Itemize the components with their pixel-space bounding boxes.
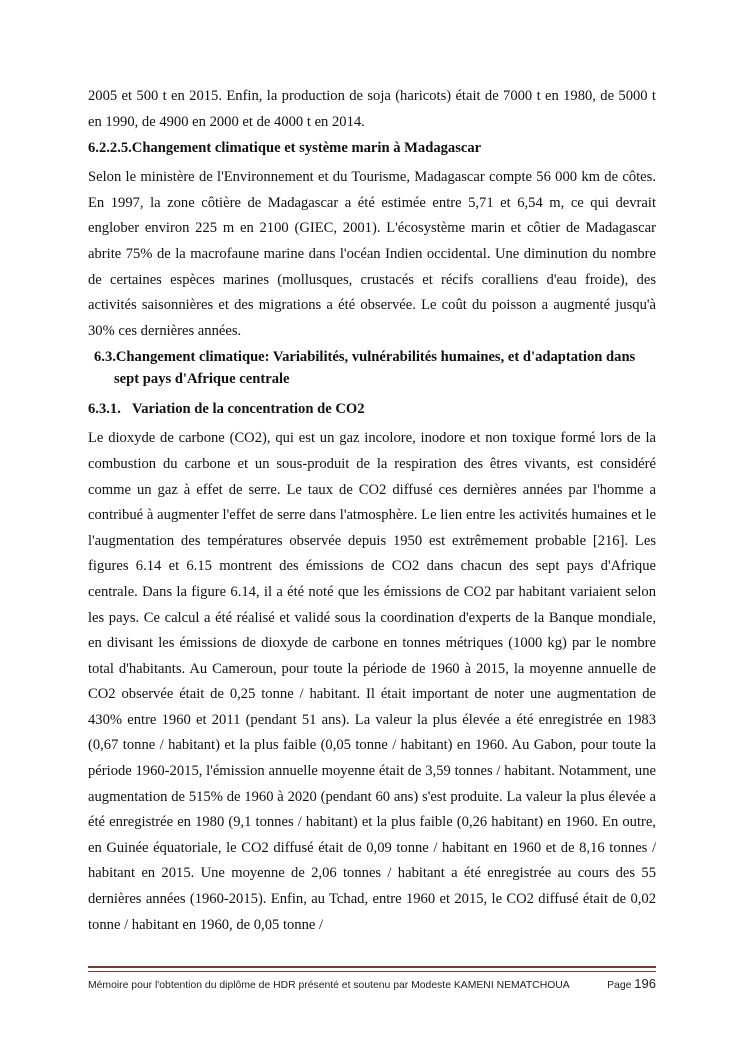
footer-text: Mémoire pour l'obtention du diplôme de HDR présenté et soutenu par Modeste KAMENI NEMATCHOUA bbox=[88, 980, 570, 991]
paragraph-madagascar: Selon le ministère de l'Environnement et du Tourisme, Madagascar compte 56 000 km de côtes. En 1997, la zone côtière de Madagascar a été estimée entre 5,71 et 6,54 m, ce qui devrait englober environ 225 m en 2100 (GIEC, 2001). L'écosystème marin et côtier de Madagascar abrite 75% de la macrofaune marine dans l'océan Indien occidental. Une diminution du nombre de certaines espèces marines (mollusques, crustacés et récifs coralliens d'eau froide), des activités saisonnières et des migrations a été observée. Le coût du poisson a augmenté jusqu'à 30% ces dernières années. bbox=[88, 169, 656, 339]
subsection-heading-631 bbox=[88, 398, 656, 420]
lead-paragraph: 2005 et 500 t en 2015. Enfin, la production de soja (haricots) était de 7000 t en 1980, de 5000 t en 1990, de 4900 en 2000 et de 4000 t en 2014. bbox=[88, 88, 656, 130]
subsection-number: 6.3.1. bbox=[88, 401, 121, 418]
page-number-block bbox=[607, 976, 656, 994]
page-footer bbox=[88, 976, 656, 994]
footer-rule-thick bbox=[88, 966, 656, 968]
footer-rule-thin bbox=[88, 971, 656, 972]
subsection-heading-6225: 6.2.2.5.Changement climatique et système marin à Madagascar bbox=[88, 140, 482, 157]
page-number: 196 bbox=[634, 976, 656, 991]
subsection-title: Variation de la concentration de CO2 bbox=[132, 401, 365, 418]
page-label: Page bbox=[607, 980, 632, 991]
section-heading-63: 6.3.Changement climatique: Variabilités, vulnérabilités humaines, et d'adaptation dans sept pays d'Afrique centrale bbox=[94, 349, 636, 388]
page-body bbox=[88, 84, 656, 938]
paragraph-co2: Le dioxyde de carbone (CO2), qui est un gaz incolore, inodore et non toxique formé lors de la combustion du carbone et un sous-produit de la respiration des êtres vivants, est considéré comme un gaz à effet de serre. Le taux de CO2 diffusé ces dernières années par l'homme a contribué à augmenter l'effet de serre dans l'atmosphère. Le lien entre les activités humaines et le l'augmentation des températures observée depuis 1950 est extrêmement probable [216]. Les figures 6.14 et 6.15 montrent des émissions de CO2 dans chacun des sept pays d'Afrique centrale. Dans la figure 6.14, il a été noté que les émissions de CO2 par habitant variaient selon les pays. Ce calcul a été réalisé et validé sous la coordination d'experts de la Banque mondiale, en divisant les émissions de dioxyde de carbone en tonnes métriques (1000 kg) par le nombre total d'habitants. Au Cameroun, pour toute la période de 1960 à 2015, la moyenne annuelle de CO2 observée était de 0,25 tonne / habitant. Il était important de noter une augmentation de 430% entre 1960 et 2011 (pendant 51 ans). La valeur la plus élevée a été enregistrée en 1983 (0,67 tonne / habitant) et la plus faible (0,05 tonne / habitant) en 1960. Au Gabon, pour toute la période 1960-2015, l'émission annuelle moyenne était de 3,59 tonnes / habitant. Notamment, une augmentation de 515% de 1960 à 2020 (pendant 60 ans) s'est produite. La valeur la plus élevée a été enregistrée en 1980 (9,1 tonnes / habitant) et la plus faible (0,26 habitant) en 1960. En outre, en Guinée équatoriale, le CO2 diffusé était de 0,09 tonne / habitant en 1960 et de 8,16 tonnes / habitant en 2015. Une moyenne de 2,06 tonnes / habitant a été enregistrée au cours des 55 dernières années (1960-2015). Enfin, au Tchad, entre 1960 et 2015, le CO2 diffusé était de 0,02 tonne / habitant en 1960, de 0,05 tonne / bbox=[88, 430, 656, 933]
